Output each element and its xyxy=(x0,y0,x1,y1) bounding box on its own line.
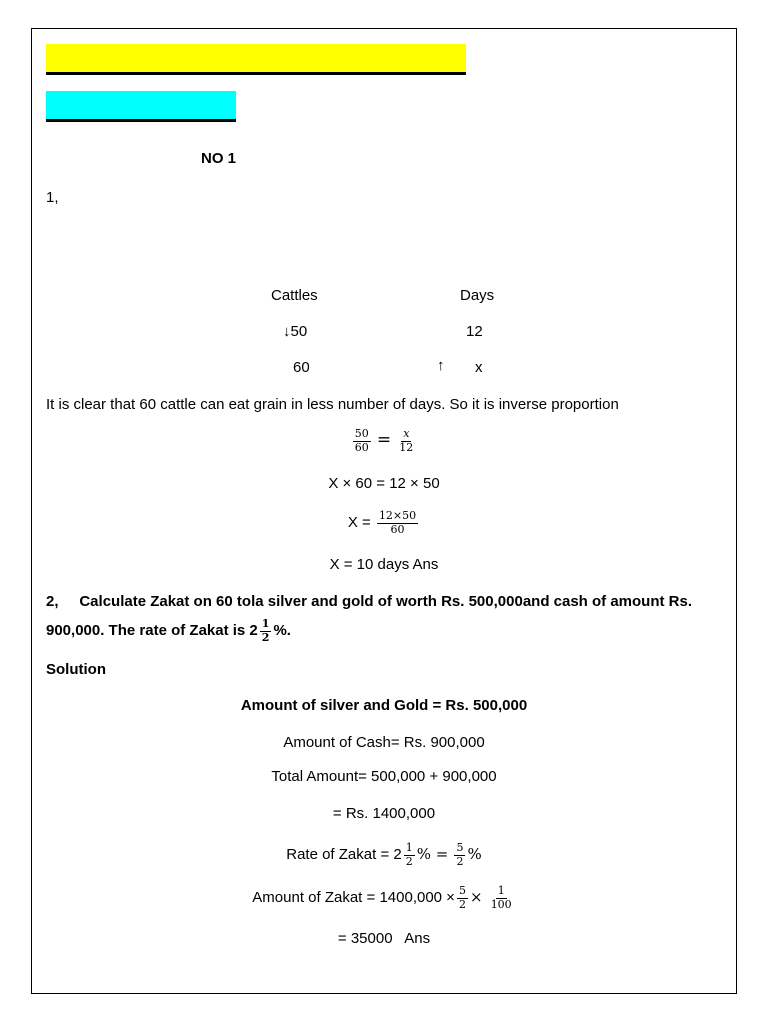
fraction-x-12 xyxy=(397,428,415,454)
fraction-numerator: 5 xyxy=(458,884,466,897)
q2-statement-line-1: 2, Calculate Zakat on 60 tola silver and gold of worth Rs. 500,000and cash of amount Rs. xyxy=(46,593,693,610)
table-header-days: Days xyxy=(460,287,495,304)
amount-cash: Amount of Cash= Rs. 900,000 xyxy=(283,734,485,751)
q1-equation-3 xyxy=(0,510,768,536)
q1-answer: X = 10 days Ans xyxy=(329,556,439,573)
fraction-numerator: 50 xyxy=(354,427,369,440)
fraction-denominator: 60 xyxy=(390,522,405,536)
section-number: NO 1 xyxy=(201,150,237,167)
zakat-result: = 35000 Ans xyxy=(337,930,431,947)
subtitle-highlight-bar xyxy=(46,91,236,122)
table-cell-days-2: x xyxy=(475,359,483,376)
up-arrow-icon: ↑ xyxy=(437,357,445,374)
fraction-5-2 xyxy=(454,842,465,868)
fraction-50-60 xyxy=(353,428,371,454)
fraction-denominator: 2 xyxy=(261,630,270,644)
fraction-1-2 xyxy=(260,618,272,644)
amount-silver-gold: Amount of silver and Gold = Rs. 500,000 xyxy=(240,697,528,714)
fraction-numerator: 1 xyxy=(261,617,270,630)
fraction-numerator: 12×50 xyxy=(378,509,417,522)
fraction-denominator: 2 xyxy=(405,854,413,868)
equation-prefix: X = xyxy=(347,514,371,532)
fraction-denominator: 12 xyxy=(399,440,414,454)
title-highlight-bar xyxy=(46,44,466,75)
question-1-number: 1, xyxy=(46,189,59,206)
fraction-1-100 xyxy=(489,885,514,911)
table-cell-days-1: 12 xyxy=(466,323,483,340)
rate-suffix: % xyxy=(467,845,482,864)
fraction-denominator: 60 xyxy=(354,440,369,454)
fraction-5-2 xyxy=(457,885,468,911)
fraction-numerator: 5 xyxy=(456,841,464,854)
table-header-cattles: Cattles xyxy=(271,287,318,304)
q1-equation-1 xyxy=(0,428,768,454)
rate-prefix: Rate of Zakat = 2 xyxy=(286,846,402,864)
q2-statement-line-2 xyxy=(46,618,291,644)
fraction-1-2 xyxy=(404,842,415,868)
times-sign: × xyxy=(469,888,483,907)
amount-of-zakat xyxy=(0,885,768,911)
total-result: = Rs. 1400,000 xyxy=(332,805,436,822)
q1-statement: It is clear that 60 cattle can eat grain in less number of days. So it is inverse proportion xyxy=(46,396,619,413)
q2-line2-suffix: %. xyxy=(273,622,291,640)
q2-line2-text: 900,000. The rate of Zakat is 2 xyxy=(46,622,258,640)
table-cell-cattles-1: ↓50 xyxy=(283,323,308,340)
rate-mid: % = xyxy=(416,845,449,864)
fraction-denominator: 2 xyxy=(456,854,464,868)
fraction-12x50-60 xyxy=(377,510,418,536)
fraction-denominator: 100 xyxy=(490,897,512,911)
fraction-numerator: 1 xyxy=(405,841,413,854)
zakat-prefix: Amount of Zakat = 1400,000 × xyxy=(252,889,455,907)
rate-of-zakat xyxy=(0,842,768,868)
equals-sign: = xyxy=(376,430,392,451)
q1-equation-2: X × 60 = 12 × 50 xyxy=(328,475,440,492)
table-cell-cattles-2: 60 xyxy=(293,359,310,376)
solution-label: Solution xyxy=(46,661,106,678)
fraction-numerator: x xyxy=(403,427,410,440)
fraction-numerator: 1 xyxy=(497,884,505,897)
fraction-denominator: 2 xyxy=(458,897,466,911)
total-amount: Total Amount= 500,000 + 900,000 xyxy=(271,768,497,785)
